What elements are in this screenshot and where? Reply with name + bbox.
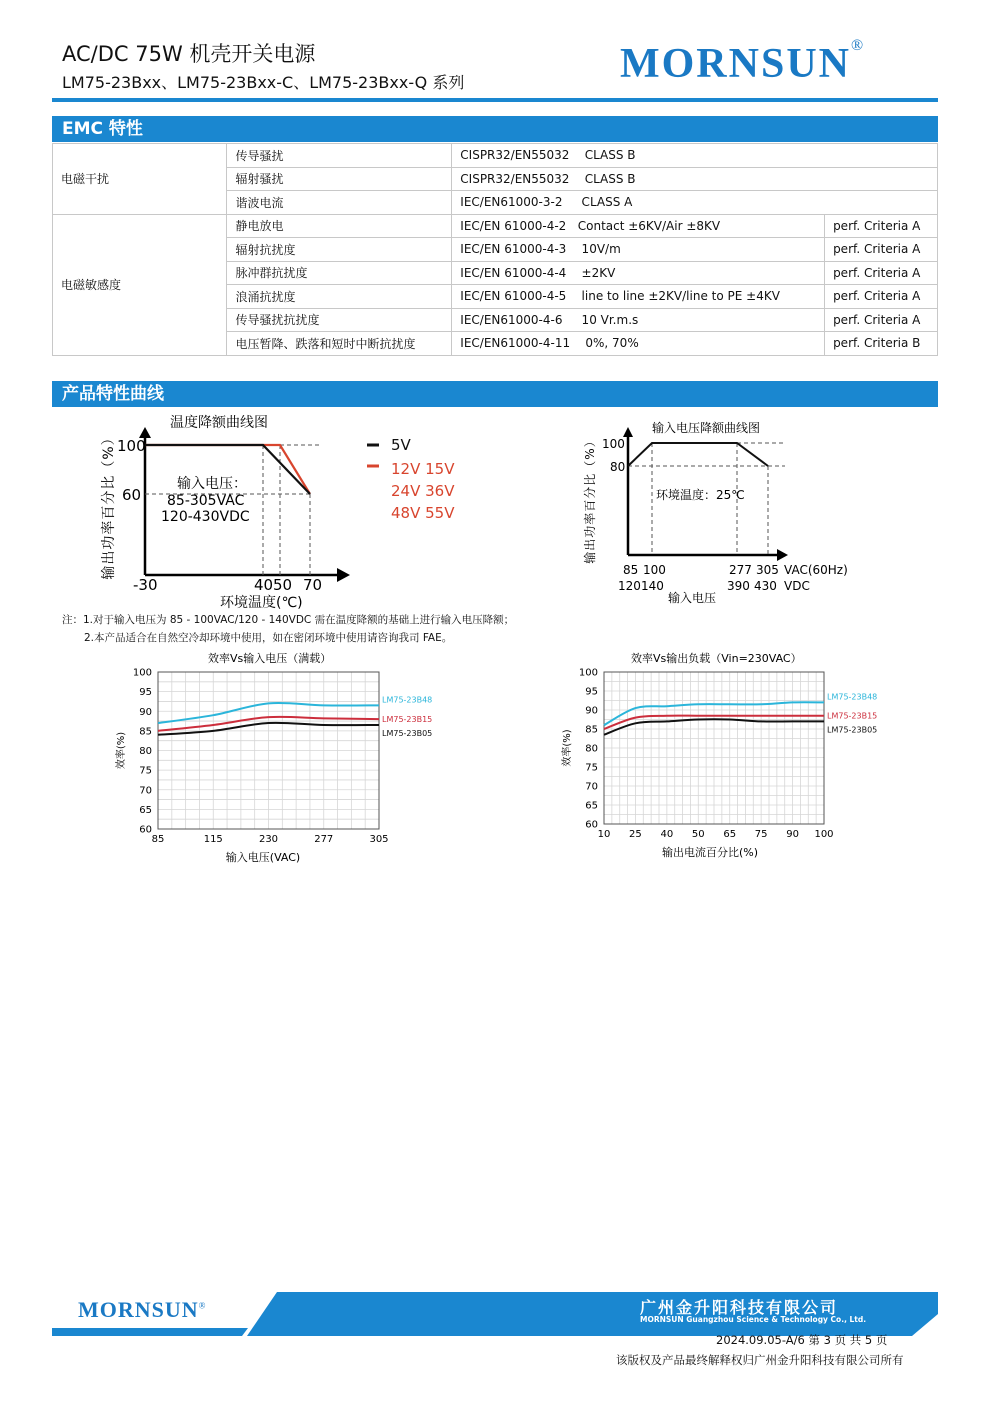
emc-criteria: perf. Criteria A — [825, 214, 938, 238]
temp-annotation-line3: 120-430VDC — [161, 509, 250, 525]
footer-date-page: 2024.09.05-A/6 第 3 页 共 5 页 — [716, 1333, 888, 1347]
emc-item: 脉冲群抗扰度 — [227, 261, 452, 285]
temp-derating-ylabel: 输出功率百分比（%） — [101, 430, 117, 580]
footer-copyright: 该版权及产品最终解释权归广州金升阳科技有限公司所有 — [616, 1353, 904, 1367]
efficiency-ylabel: 效率(%) — [116, 731, 127, 770]
series-label: LM75-23B05 — [382, 728, 433, 738]
temp-derating-title: 温度降额曲线图 — [170, 415, 268, 431]
efficiency-ylabel: 效率(%) — [562, 729, 573, 767]
efficiency-xlabel: 输入电压(VAC) — [225, 851, 301, 864]
legend-label-12v: 48V 55V — [391, 504, 455, 522]
emc-standard: IEC/EN 61000-4-2 Contact ±6KV/Air ±8KV — [452, 214, 825, 238]
emc-section-title: EMC 特性 — [52, 116, 938, 142]
y-tick-label: 95 — [139, 687, 152, 699]
legend-label-12v: 12V 15V — [391, 460, 455, 478]
x-tick-label: 90 — [786, 829, 799, 840]
voltage-x-tick-ac: 277 — [729, 563, 752, 577]
emc-standard: IEC/EN61000-4-11 0%, 70% — [452, 332, 825, 356]
emc-item: 静电放电 — [227, 214, 452, 238]
emc-item: 谐波电流 — [227, 191, 452, 215]
x-tick-label: 85 — [151, 834, 165, 845]
temp-annotation-line1: 输入电压： — [177, 476, 247, 492]
temperature-derating-chart — [95, 410, 495, 610]
brand-logo-text: MORNSUN — [620, 41, 851, 87]
emc-item: 浪涌抗扰度 — [227, 285, 452, 309]
voltage-x-arrow — [777, 549, 788, 561]
y-tick-label: 75 — [139, 765, 152, 777]
efficiency-chart-title: 效率Vs输出负载（Vin=230VAC） — [631, 652, 802, 665]
emc-table — [52, 143, 938, 356]
emc-group-name: 电磁干扰 — [53, 144, 227, 215]
y-tick-label: 100 — [578, 667, 598, 679]
footer-logo-text: MORNSUN — [78, 1297, 199, 1322]
footer-company-en: MORNSUN Guangzhou Science & Technology Co., Ltd. — [640, 1315, 867, 1324]
emc-standard: IEC/EN61000-4-6 10 Vr.m.s — [452, 308, 825, 332]
voltage-x-unit-dc: VDC — [784, 579, 810, 593]
temp-derating-xlabel: 环境温度(℃) — [220, 595, 303, 610]
temp-x-tick: 70 — [303, 576, 323, 594]
y-tick-label: 70 — [585, 781, 598, 793]
efficiency-xlabel: 输出电流百分比(%) — [661, 846, 759, 859]
footer-registered-mark: ® — [198, 1300, 207, 1311]
voltage-y-tick: 100 — [602, 437, 625, 451]
voltage-x-tick-dc: 430 — [754, 579, 777, 593]
y-tick-label: 80 — [139, 746, 152, 757]
model-series: LM75-23Bxx、LM75-23Bxx-C、LM75-23Bxx-Q 系列 — [62, 73, 465, 92]
series-label: LM75-23B48 — [827, 692, 878, 702]
y-tick-label: 60 — [585, 819, 598, 831]
input-voltage-derating-chart — [580, 415, 880, 610]
temp-y-tick: 60 — [122, 486, 142, 504]
x-tick-label: 100 — [814, 829, 834, 840]
footer-logo — [78, 1297, 207, 1323]
y-tick-label: 70 — [139, 785, 152, 797]
emc-row — [53, 214, 938, 238]
temp-x-arrow — [337, 568, 350, 582]
efficiency-vs-load-chart — [545, 648, 945, 870]
y-tick-label: 90 — [139, 706, 152, 718]
footer-company-cn: 广州金升阳科技有限公司 — [640, 1298, 839, 1317]
y-tick-label: 95 — [585, 686, 598, 698]
x-tick-label: 230 — [258, 834, 279, 845]
voltage-derating-ylabel: 输出功率百分比（%） — [583, 434, 597, 564]
emc-item: 电压暂降、跌落和短时中断抗扰度 — [227, 332, 452, 356]
y-tick-label: 85 — [585, 724, 598, 736]
series-label: LM75-23B15 — [382, 715, 433, 725]
emc-criteria: perf. Criteria A — [825, 308, 938, 332]
emc-criteria: perf. Criteria A — [825, 238, 938, 262]
x-tick-label: 25 — [629, 829, 642, 840]
voltage-x-tick-ac: 85 — [623, 563, 639, 577]
emc-standard: IEC/EN 61000-4-4 ±2KV — [452, 261, 825, 285]
registered-mark: ® — [851, 37, 866, 54]
temp-derating-legend — [367, 436, 455, 522]
series-label: LM75-23B48 — [382, 695, 433, 705]
voltage-x-tick-dc: 120 — [618, 579, 641, 593]
curves-section-title: 产品特性曲线 — [52, 381, 938, 407]
emc-item: 传导骚扰 — [227, 144, 452, 168]
voltage-x-tick-ac: 305 — [756, 563, 779, 577]
y-tick-label: 85 — [139, 726, 152, 738]
document-title: AC/DC 75W 机壳开关电源 — [62, 42, 316, 66]
emc-item: 辐射抗扰度 — [227, 238, 452, 262]
y-tick-label: 65 — [139, 804, 152, 816]
temp-x-tick: -30 — [133, 576, 158, 594]
voltage-y-arrow — [623, 427, 633, 437]
y-tick-label: 90 — [585, 705, 598, 717]
legend-label-12v: 24V 36V — [391, 482, 455, 500]
voltage-annotation: 环境温度：25℃ — [656, 488, 745, 502]
temp-x-tick: 50 — [273, 576, 293, 594]
x-tick-label: 305 — [369, 834, 389, 845]
emc-standard: IEC/EN 61000-4-3 10V/m — [452, 238, 825, 262]
emc-criteria: perf. Criteria A — [825, 285, 938, 309]
note-1: 注：1.对于输入电压为 85 - 100VAC/120 - 140VDC 需在温度降额的基础上进行输入电压降额； — [62, 614, 515, 626]
voltage-x-unit-ac: VAC(60Hz) — [784, 563, 848, 577]
y-tick-label: 75 — [585, 762, 598, 774]
temp-annotation-line2: 85-305VAC — [167, 493, 245, 509]
efficiency-vs-input-chart — [100, 648, 500, 870]
series-label: LM75-23B05 — [827, 725, 878, 735]
voltage-x-tick-ac: 100 — [643, 563, 666, 577]
x-tick-label: 277 — [314, 834, 334, 845]
emc-standard: CISPR32/EN55032 CLASS B — [452, 144, 938, 168]
y-tick-label: 100 — [132, 667, 152, 679]
series-label: LM75-23B15 — [827, 711, 878, 721]
emc-item: 辐射骚扰 — [227, 167, 452, 191]
x-tick-label: 75 — [754, 829, 768, 840]
x-tick-label: 115 — [203, 834, 223, 845]
x-tick-label: 40 — [660, 829, 674, 840]
x-tick-label: 50 — [691, 829, 705, 840]
voltage-x-tick-dc: 390 — [727, 579, 750, 593]
emc-standard: CISPR32/EN55032 CLASS B — [452, 167, 938, 191]
note-2: 2.本产品适合在自然空冷却环境中使用，如在密闭环境中使用请咨询我司 FAE。 — [84, 632, 453, 644]
header-rule — [52, 98, 938, 102]
temp-x-tick: 40 — [254, 576, 274, 594]
emc-item: 传导骚扰抗扰度 — [227, 308, 452, 332]
emc-criteria: perf. Criteria B — [825, 332, 938, 356]
emc-group-name: 电磁敏感度 — [53, 214, 227, 355]
voltage-derating-series — [628, 443, 768, 466]
x-tick-label: 65 — [723, 829, 737, 840]
voltage-derating-title: 输入电压降额曲线图 — [652, 421, 761, 435]
x-tick-label: 10 — [597, 829, 611, 840]
voltage-derating-xlabel: 输入电压 — [668, 591, 717, 605]
voltage-x-tick-dc: 140 — [641, 579, 664, 593]
emc-standard: IEC/EN61000-3-2 CLASS A — [452, 191, 938, 215]
temp-y-tick: 100 — [117, 437, 146, 455]
efficiency-chart-title: 效率Vs输入电压（满载） — [208, 652, 332, 665]
legend-label-5v: 5V — [391, 436, 411, 454]
emc-criteria: perf. Criteria A — [825, 261, 938, 285]
y-tick-label: 60 — [139, 824, 152, 836]
emc-row — [53, 144, 938, 168]
y-tick-label: 65 — [585, 800, 598, 812]
y-tick-label: 80 — [585, 743, 598, 755]
voltage-y-tick: 80 — [610, 460, 626, 474]
brand-logo — [620, 37, 866, 88]
emc-standard: IEC/EN 61000-4-5 line to line ±2KV/line to PE ±4KV — [452, 285, 825, 309]
